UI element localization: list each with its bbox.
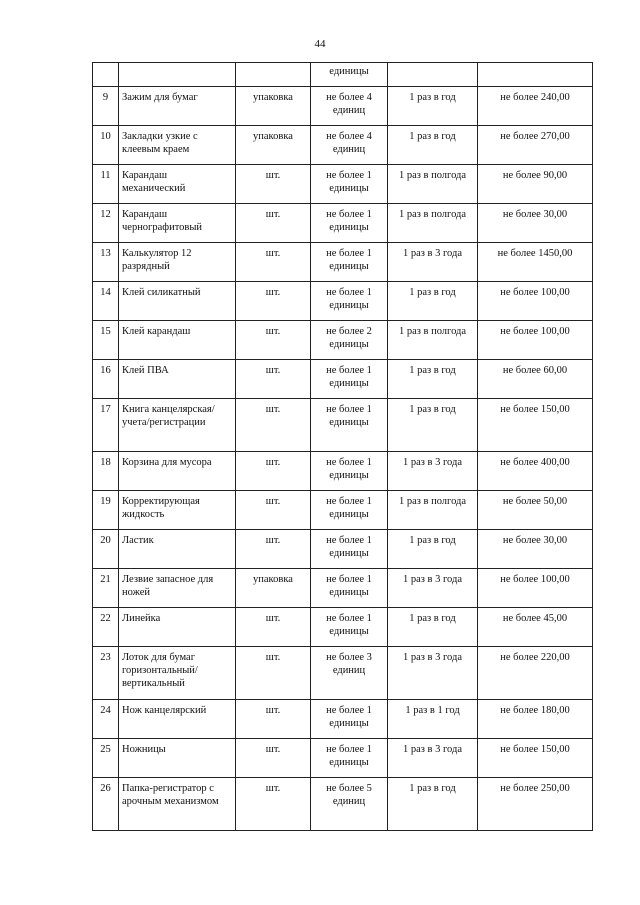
quantity-cell: не более 1 единицы: [311, 700, 388, 739]
table-row: [93, 647, 593, 700]
price-cell: не более 220,00: [478, 647, 593, 700]
price-cell: не более 45,00: [478, 608, 593, 647]
quantity-cell: не более 2 единицы: [311, 321, 388, 360]
price-cell: не более 240,00: [478, 87, 593, 126]
item-name-cell: Карандаш механический: [119, 165, 236, 204]
item-name-cell: Лезвие запасное для ножей: [119, 569, 236, 608]
quantity-cell: не более 1 единицы: [311, 399, 388, 452]
item-name-cell: Нож канцелярский: [119, 700, 236, 739]
quantity-cell: не более 1 единицы: [311, 608, 388, 647]
item-number-cell: 13: [93, 243, 119, 282]
item-number-cell: 12: [93, 204, 119, 243]
item-name-cell: [119, 63, 236, 87]
frequency-cell: 1 раз в 3 года: [388, 243, 478, 282]
quantity-cell: не более 1 единицы: [311, 739, 388, 778]
item-name-cell: Клей силикатный: [119, 282, 236, 321]
table-row: [93, 126, 593, 165]
item-number-cell: 11: [93, 165, 119, 204]
item-name-cell: Папка-регистратор с арочным механизмом: [119, 778, 236, 831]
item-name-cell: Ластик: [119, 530, 236, 569]
price-cell: не более 1450,00: [478, 243, 593, 282]
table-row: [93, 204, 593, 243]
price-cell: не более 90,00: [478, 165, 593, 204]
item-number-cell: 25: [93, 739, 119, 778]
unit-cell: шт.: [236, 204, 311, 243]
item-name-cell: Калькулятор 12 разрядный: [119, 243, 236, 282]
quantity-cell: не более 3 единиц: [311, 647, 388, 700]
price-cell: не более 250,00: [478, 778, 593, 831]
quantity-cell: не более 1 единицы: [311, 282, 388, 321]
quantity-cell: не более 1 единицы: [311, 243, 388, 282]
table-row: [93, 530, 593, 569]
item-name-cell: Карандаш чернографитовый: [119, 204, 236, 243]
frequency-cell: 1 раз в 3 года: [388, 452, 478, 491]
item-number-cell: 9: [93, 87, 119, 126]
price-cell: не более 100,00: [478, 321, 593, 360]
frequency-cell: 1 раз в год: [388, 399, 478, 452]
quantity-cell: не более 1 единицы: [311, 360, 388, 399]
table-row-continuation: [93, 63, 593, 87]
quantity-cell: не более 1 единицы: [311, 569, 388, 608]
item-number-cell: 14: [93, 282, 119, 321]
item-number-cell: 19: [93, 491, 119, 530]
supplies-table: [92, 62, 593, 831]
unit-cell: шт.: [236, 165, 311, 204]
quantity-cell: единицы: [311, 63, 388, 87]
frequency-cell: 1 раз в 3 года: [388, 739, 478, 778]
quantity-cell: не более 5 единиц: [311, 778, 388, 831]
quantity-cell: не более 4 единиц: [311, 126, 388, 165]
item-number-cell: 17: [93, 399, 119, 452]
price-cell: не более 30,00: [478, 530, 593, 569]
table-row: [93, 608, 593, 647]
item-number-cell: 22: [93, 608, 119, 647]
quantity-cell: не более 1 единицы: [311, 165, 388, 204]
table-row: [93, 399, 593, 452]
frequency-cell: 1 раз в полгода: [388, 321, 478, 360]
item-number-cell: 18: [93, 452, 119, 491]
item-name-cell: Зажим для бумаг: [119, 87, 236, 126]
item-number-cell: 10: [93, 126, 119, 165]
price-cell: не более 60,00: [478, 360, 593, 399]
table-row: [93, 282, 593, 321]
item-number-cell: 21: [93, 569, 119, 608]
frequency-cell: 1 раз в 3 года: [388, 569, 478, 608]
table-row: [93, 739, 593, 778]
table-row: [93, 87, 593, 126]
unit-cell: упаковка: [236, 87, 311, 126]
frequency-cell: 1 раз в 1 год: [388, 700, 478, 739]
table-row: [93, 491, 593, 530]
price-cell: [478, 63, 593, 87]
table-row: [93, 165, 593, 204]
item-number-cell: 23: [93, 647, 119, 700]
unit-cell: шт.: [236, 530, 311, 569]
table-row: [93, 452, 593, 491]
quantity-cell: не более 1 единицы: [311, 204, 388, 243]
table-row: [93, 360, 593, 399]
item-name-cell: Клей карандаш: [119, 321, 236, 360]
price-cell: не более 100,00: [478, 569, 593, 608]
price-cell: не более 150,00: [478, 739, 593, 778]
item-number-cell: [93, 63, 119, 87]
price-cell: не более 50,00: [478, 491, 593, 530]
quantity-cell: не более 1 единицы: [311, 530, 388, 569]
item-name-cell: Корзина для мусора: [119, 452, 236, 491]
unit-cell: шт.: [236, 700, 311, 739]
quantity-cell: не более 1 единицы: [311, 491, 388, 530]
unit-cell: шт.: [236, 321, 311, 360]
unit-cell: шт.: [236, 778, 311, 831]
item-name-cell: Ножницы: [119, 739, 236, 778]
table-row: [93, 778, 593, 831]
quantity-cell: не более 4 единиц: [311, 87, 388, 126]
frequency-cell: 1 раз в полгода: [388, 204, 478, 243]
item-number-cell: 16: [93, 360, 119, 399]
frequency-cell: 1 раз в 3 года: [388, 647, 478, 700]
price-cell: не более 150,00: [478, 399, 593, 452]
unit-cell: упаковка: [236, 126, 311, 165]
unit-cell: шт.: [236, 739, 311, 778]
price-cell: не более 400,00: [478, 452, 593, 491]
frequency-cell: 1 раз в год: [388, 778, 478, 831]
frequency-cell: 1 раз в полгода: [388, 165, 478, 204]
item-name-cell: Лоток для бумаг горизонтальный/вертикальный: [119, 647, 236, 700]
item-number-cell: 24: [93, 700, 119, 739]
page-number: 44: [314, 38, 326, 50]
table-row: [93, 569, 593, 608]
frequency-cell: [388, 63, 478, 87]
table-row: [93, 243, 593, 282]
supplies-table-body: [93, 63, 593, 831]
frequency-cell: 1 раз в полгода: [388, 491, 478, 530]
quantity-cell: не более 1 единицы: [311, 452, 388, 491]
table-row: [93, 700, 593, 739]
item-number-cell: 26: [93, 778, 119, 831]
unit-cell: шт.: [236, 360, 311, 399]
price-cell: не более 270,00: [478, 126, 593, 165]
unit-cell: шт.: [236, 491, 311, 530]
frequency-cell: 1 раз в год: [388, 282, 478, 321]
item-number-cell: 15: [93, 321, 119, 360]
item-name-cell: Корректирующая жидкость: [119, 491, 236, 530]
item-name-cell: Книга канцелярская/учета/регистрации: [119, 399, 236, 452]
table-row: [93, 321, 593, 360]
item-name-cell: Закладки узкие с клеевым краем: [119, 126, 236, 165]
frequency-cell: 1 раз в год: [388, 87, 478, 126]
frequency-cell: 1 раз в год: [388, 126, 478, 165]
unit-cell: шт.: [236, 399, 311, 452]
item-name-cell: Линейка: [119, 608, 236, 647]
frequency-cell: 1 раз в год: [388, 360, 478, 399]
unit-cell: [236, 63, 311, 87]
item-number-cell: 20: [93, 530, 119, 569]
frequency-cell: 1 раз в год: [388, 608, 478, 647]
item-name-cell: Клей ПВА: [119, 360, 236, 399]
unit-cell: шт.: [236, 282, 311, 321]
price-cell: не более 100,00: [478, 282, 593, 321]
unit-cell: упаковка: [236, 569, 311, 608]
frequency-cell: 1 раз в год: [388, 530, 478, 569]
price-cell: не более 180,00: [478, 700, 593, 739]
price-cell: не более 30,00: [478, 204, 593, 243]
unit-cell: шт.: [236, 608, 311, 647]
unit-cell: шт.: [236, 647, 311, 700]
unit-cell: шт.: [236, 243, 311, 282]
unit-cell: шт.: [236, 452, 311, 491]
